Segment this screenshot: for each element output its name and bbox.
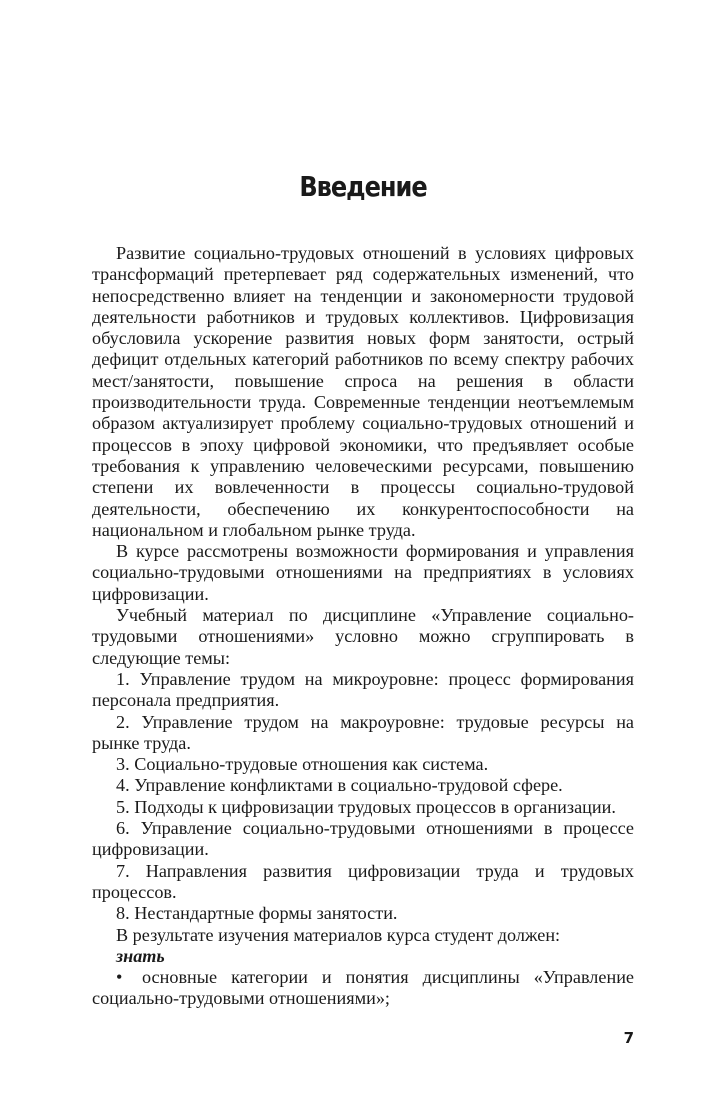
topic-item-4: 4. Управление конфликтами в социально-трудовой сфере. bbox=[116, 775, 563, 796]
bullet-item-text: основные категории и понятия дисциплины «Управление социально-трудовыми отношениями»; bbox=[92, 967, 634, 1009]
topic-item-3: 3. Социально-трудовые отношения как система. bbox=[116, 754, 489, 775]
bullet-icon: • bbox=[116, 967, 123, 988]
bullet-item bbox=[92, 967, 634, 1010]
material-paragraph: Учебный материал по дисциплине «Управление социально-трудовыми отношениями» условно можно сгруппировать в следующие темы: bbox=[92, 605, 634, 668]
page-body-text bbox=[92, 243, 634, 1010]
topic-item-2: 2. Управление трудом на макроуровне: трудовые ресурсы на рынке труда. bbox=[92, 711, 634, 753]
chapter-title: Введение bbox=[299, 170, 427, 203]
know-label: знать bbox=[116, 945, 165, 966]
topic-item-5: 5. Подходы к цифровизации трудовых процессов в организации. bbox=[116, 796, 616, 817]
page-number: 7 bbox=[623, 1029, 634, 1047]
outcome-intro-paragraph: В результате изучения материалов курса студент должен: bbox=[116, 924, 561, 945]
topic-item-8: 8. Нестандартные формы занятости. bbox=[116, 903, 398, 924]
topic-item-7: 7. Направления развития цифровизации труда и трудовых процессов. bbox=[92, 860, 634, 902]
course-paragraph: В курсе рассмотрены возможности формирования и управления социально-трудовыми отношениями на предприятиях в условиях цифровизации. bbox=[92, 541, 634, 604]
topic-item-6: 6. Управление социально-трудовыми отношениями в процессе цифровизации. bbox=[92, 818, 634, 860]
intro-paragraph: Развитие социально-трудовых отношений в условиях цифровых трансформаций претерпевает ряд содержательных изменений, что непосредственно влияет на тенденции и закономерности трудовой деятельности работников и трудовых коллективов. Цифровизация обусловила ускорение развития новых форм занятости, острый дефицит отдельных категорий работников по всему спектру рабочих мест/занятости, повышение спроса на решения в области производительности труда. Современные тенденции неотъемлемым образом актуализирует проблему социально-трудовых отношений и процессов в эпоху цифровой экономики, что предъявляет особые требования к управлению человеческими ресурсами, повышению степени их вовлеченности в процессы социально-трудовой деятельности, обеспечению их конкурентоспособности на национальном и глобальном рынке труда. bbox=[92, 243, 634, 540]
topic-item-1: 1. Управление трудом на микроуровне: процесс формирования персонала предприятия. bbox=[92, 668, 634, 711]
